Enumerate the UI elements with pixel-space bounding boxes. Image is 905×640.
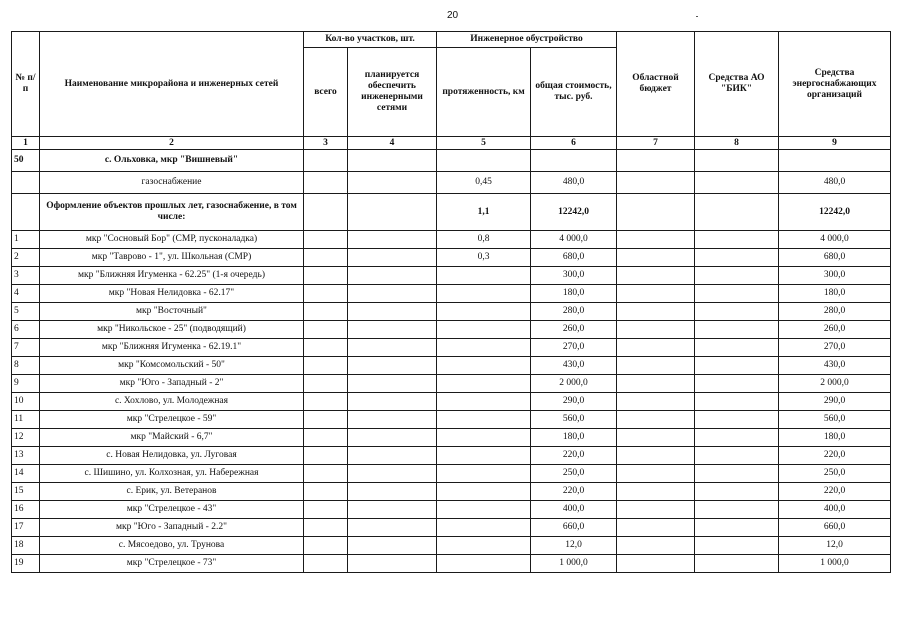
row-energy: 4 000,0 <box>779 231 891 249</box>
row-regional <box>617 303 695 321</box>
row-planned <box>348 429 437 447</box>
row-energy: 180,0 <box>779 429 891 447</box>
row-planned <box>348 249 437 267</box>
row-bik <box>695 465 779 483</box>
row-length <box>437 321 531 339</box>
row-total <box>304 447 348 465</box>
row-name: мкр "Никольское - 25" (подводящий) <box>40 321 304 339</box>
row-bik <box>695 339 779 357</box>
row-length <box>437 555 531 573</box>
column-number: 1 <box>12 137 40 150</box>
row-name: мкр "Восточный" <box>40 303 304 321</box>
row-name: мкр "Ближняя Игуменка - 62.25" (1-я очередь) <box>40 267 304 285</box>
row-bik <box>695 393 779 411</box>
row-regional <box>617 231 695 249</box>
row-regional <box>617 465 695 483</box>
section-title: с. Ольховка, мкр "Вишневый" <box>40 150 304 172</box>
row-length: 0,3 <box>437 249 531 267</box>
gas-supply-row <box>12 172 891 194</box>
row-name: мкр "Сосновый Бор" (СМР, пусконаладка) <box>40 231 304 249</box>
row-length <box>437 537 531 555</box>
row-regional <box>617 501 695 519</box>
row-total <box>304 465 348 483</box>
row-number: 15 <box>12 483 40 501</box>
row-total <box>304 483 348 501</box>
row-bik <box>695 411 779 429</box>
table-row <box>12 447 891 465</box>
row-regional <box>617 411 695 429</box>
past-years-row <box>12 194 891 231</box>
row-total <box>304 519 348 537</box>
row-cost: 2 000,0 <box>531 375 617 393</box>
row-regional <box>617 519 695 537</box>
row-regional <box>617 537 695 555</box>
row-planned <box>348 501 437 519</box>
row-cost: 4 000,0 <box>531 231 617 249</box>
row-total <box>304 231 348 249</box>
row-number: 7 <box>12 339 40 357</box>
row-length <box>437 357 531 375</box>
column-number: 4 <box>348 137 437 150</box>
row-total <box>304 339 348 357</box>
column-number: 3 <box>304 137 348 150</box>
row-energy: 280,0 <box>779 303 891 321</box>
row-cost: 220,0 <box>531 447 617 465</box>
row-regional <box>617 249 695 267</box>
row-total <box>304 267 348 285</box>
row-bik <box>695 249 779 267</box>
row-cost: 400,0 <box>531 501 617 519</box>
row-number: 17 <box>12 519 40 537</box>
table-row <box>12 249 891 267</box>
table-row <box>12 519 891 537</box>
table-row <box>12 465 891 483</box>
row-regional <box>617 447 695 465</box>
row-cost: 290,0 <box>531 393 617 411</box>
column-number: 7 <box>617 137 695 150</box>
row-bik <box>695 501 779 519</box>
table-row <box>12 375 891 393</box>
row-cost: 12,0 <box>531 537 617 555</box>
row-energy: 300,0 <box>779 267 891 285</box>
section-row <box>12 150 891 172</box>
column-number-row <box>12 137 891 150</box>
row-number: 11 <box>12 411 40 429</box>
row-number: 18 <box>12 537 40 555</box>
row-bik <box>695 357 779 375</box>
row-regional <box>617 357 695 375</box>
table-row <box>12 483 891 501</box>
row-energy: 250,0 <box>779 465 891 483</box>
header-engineering-group: Инженерное обустройство <box>437 32 617 48</box>
past-years-cost: 12242,0 <box>531 194 617 231</box>
header-num: № п/п <box>12 32 40 137</box>
gas-supply-cost: 480,0 <box>531 172 617 194</box>
row-planned <box>348 267 437 285</box>
row-cost: 560,0 <box>531 411 617 429</box>
row-planned <box>348 285 437 303</box>
page-number: 20 <box>446 10 459 21</box>
row-regional <box>617 483 695 501</box>
past-years-length: 1,1 <box>437 194 531 231</box>
row-number: 4 <box>12 285 40 303</box>
row-planned <box>348 411 437 429</box>
column-number: 5 <box>437 137 531 150</box>
row-total <box>304 249 348 267</box>
row-name: мкр "Стрелецкое - 59" <box>40 411 304 429</box>
row-regional <box>617 375 695 393</box>
row-number: 1 <box>12 231 40 249</box>
row-length <box>437 501 531 519</box>
row-cost: 180,0 <box>531 429 617 447</box>
engineering-table <box>11 31 891 573</box>
row-length <box>437 303 531 321</box>
row-planned <box>348 303 437 321</box>
row-name: мкр "Стрелецкое - 73" <box>40 555 304 573</box>
table-row <box>12 267 891 285</box>
row-length <box>437 519 531 537</box>
row-length: 0,8 <box>437 231 531 249</box>
row-name: с. Новая Нелидовка, ул. Луговая <box>40 447 304 465</box>
table-row <box>12 537 891 555</box>
row-bik <box>695 555 779 573</box>
table-row <box>12 429 891 447</box>
row-name: с. Мясоедово, ул. Трунова <box>40 537 304 555</box>
row-planned <box>348 555 437 573</box>
header-cost: общая стоимость, тыс. руб. <box>531 48 617 137</box>
row-planned <box>348 519 437 537</box>
header-bik-funds: Средства АО "БИК" <box>695 32 779 137</box>
row-length <box>437 447 531 465</box>
row-length <box>437 429 531 447</box>
header-name: Наименование микрорайона и инженерных сетей <box>40 32 304 137</box>
row-regional <box>617 267 695 285</box>
row-bik <box>695 321 779 339</box>
row-cost: 430,0 <box>531 357 617 375</box>
row-regional <box>617 321 695 339</box>
row-total <box>304 537 348 555</box>
row-regional <box>617 339 695 357</box>
row-total <box>304 393 348 411</box>
table-row <box>12 411 891 429</box>
row-name: мкр "Майский - 6,7" <box>40 429 304 447</box>
row-cost: 260,0 <box>531 321 617 339</box>
row-energy: 560,0 <box>779 411 891 429</box>
row-length <box>437 393 531 411</box>
past-years-energy: 12242,0 <box>779 194 891 231</box>
row-length <box>437 411 531 429</box>
column-number: 2 <box>40 137 304 150</box>
row-planned <box>348 231 437 249</box>
row-bik <box>695 285 779 303</box>
row-total <box>304 285 348 303</box>
header-energy-funds: Средства энергоснабжающих организаций <box>779 32 891 137</box>
header-total: всего <box>304 48 348 137</box>
row-length <box>437 267 531 285</box>
row-bik <box>695 267 779 285</box>
header-regional-budget: Областной бюджет <box>617 32 695 137</box>
row-name: мкр "Новая Нелидовка - 62.17" <box>40 285 304 303</box>
row-total <box>304 411 348 429</box>
row-length <box>437 339 531 357</box>
row-cost: 180,0 <box>531 285 617 303</box>
row-total <box>304 375 348 393</box>
row-energy: 290,0 <box>779 393 891 411</box>
row-bik <box>695 303 779 321</box>
row-energy: 270,0 <box>779 339 891 357</box>
header-length: протяженность, км <box>437 48 531 137</box>
row-name: мкр "Комсомольский - 50" <box>40 357 304 375</box>
row-number: 5 <box>12 303 40 321</box>
row-energy: 1 000,0 <box>779 555 891 573</box>
row-total <box>304 357 348 375</box>
row-name: мкр "Юго - Западный - 2" <box>40 375 304 393</box>
row-number: 13 <box>12 447 40 465</box>
section-number: 50 <box>12 150 40 172</box>
row-cost: 300,0 <box>531 267 617 285</box>
row-bik <box>695 231 779 249</box>
table-row <box>12 501 891 519</box>
row-cost: 660,0 <box>531 519 617 537</box>
gas-supply-name: газоснабжение <box>40 172 304 194</box>
row-planned <box>348 447 437 465</box>
row-length <box>437 465 531 483</box>
row-energy: 220,0 <box>779 447 891 465</box>
row-energy: 220,0 <box>779 483 891 501</box>
row-number: 6 <box>12 321 40 339</box>
row-bik <box>695 537 779 555</box>
past-years-name: Оформление объектов прошлых лет, газоснабжение, в том числе: <box>40 194 304 231</box>
gas-supply-length: 0,45 <box>437 172 531 194</box>
row-total <box>304 429 348 447</box>
table-row <box>12 555 891 573</box>
row-bik <box>695 375 779 393</box>
table-row <box>12 231 891 249</box>
row-planned <box>348 375 437 393</box>
scan-mark <box>696 16 698 17</box>
table-row <box>12 303 891 321</box>
row-energy: 260,0 <box>779 321 891 339</box>
row-length <box>437 285 531 303</box>
table-row <box>12 285 891 303</box>
row-total <box>304 303 348 321</box>
row-bik <box>695 447 779 465</box>
column-number: 9 <box>779 137 891 150</box>
row-name: с. Шишино, ул. Колхозная, ул. Набережная <box>40 465 304 483</box>
row-cost: 1 000,0 <box>531 555 617 573</box>
row-number: 8 <box>12 357 40 375</box>
row-bik <box>695 429 779 447</box>
row-number: 16 <box>12 501 40 519</box>
row-regional <box>617 555 695 573</box>
row-total <box>304 501 348 519</box>
row-planned <box>348 339 437 357</box>
row-total <box>304 321 348 339</box>
row-energy: 180,0 <box>779 285 891 303</box>
row-length <box>437 483 531 501</box>
row-cost: 280,0 <box>531 303 617 321</box>
row-name: с. Ерик, ул. Ветеранов <box>40 483 304 501</box>
row-regional <box>617 429 695 447</box>
table-row <box>12 321 891 339</box>
row-planned <box>348 321 437 339</box>
row-total <box>304 555 348 573</box>
row-energy: 680,0 <box>779 249 891 267</box>
row-bik <box>695 519 779 537</box>
row-energy: 430,0 <box>779 357 891 375</box>
row-regional <box>617 285 695 303</box>
row-name: мкр "Юго - Западный - 2.2" <box>40 519 304 537</box>
row-number: 2 <box>12 249 40 267</box>
row-energy: 660,0 <box>779 519 891 537</box>
table-row <box>12 357 891 375</box>
column-number: 8 <box>695 137 779 150</box>
row-number: 9 <box>12 375 40 393</box>
gas-supply-energy: 480,0 <box>779 172 891 194</box>
row-planned <box>348 357 437 375</box>
row-planned <box>348 537 437 555</box>
row-number: 19 <box>12 555 40 573</box>
row-cost: 220,0 <box>531 483 617 501</box>
row-cost: 250,0 <box>531 465 617 483</box>
table-row <box>12 393 891 411</box>
row-planned <box>348 465 437 483</box>
row-energy: 12,0 <box>779 537 891 555</box>
row-length <box>437 375 531 393</box>
row-number: 14 <box>12 465 40 483</box>
row-energy: 2 000,0 <box>779 375 891 393</box>
row-number: 3 <box>12 267 40 285</box>
header-planned: планируется обеспечить инженерными сетями <box>348 48 437 137</box>
row-name: мкр "Ближняя Игуменка - 62.19.1" <box>40 339 304 357</box>
row-planned <box>348 483 437 501</box>
row-bik <box>695 483 779 501</box>
row-number: 12 <box>12 429 40 447</box>
column-number: 6 <box>531 137 617 150</box>
table-row <box>12 339 891 357</box>
header-sites-group: Кол-во участков, шт. <box>304 32 437 48</box>
row-planned <box>348 393 437 411</box>
row-cost: 680,0 <box>531 249 617 267</box>
row-name: с. Хохлово, ул. Молодежная <box>40 393 304 411</box>
row-cost: 270,0 <box>531 339 617 357</box>
row-name: мкр "Таврово - 1", ул. Школьная (СМР) <box>40 249 304 267</box>
row-number: 10 <box>12 393 40 411</box>
row-name: мкр "Стрелецкое - 43" <box>40 501 304 519</box>
row-regional <box>617 393 695 411</box>
row-energy: 400,0 <box>779 501 891 519</box>
